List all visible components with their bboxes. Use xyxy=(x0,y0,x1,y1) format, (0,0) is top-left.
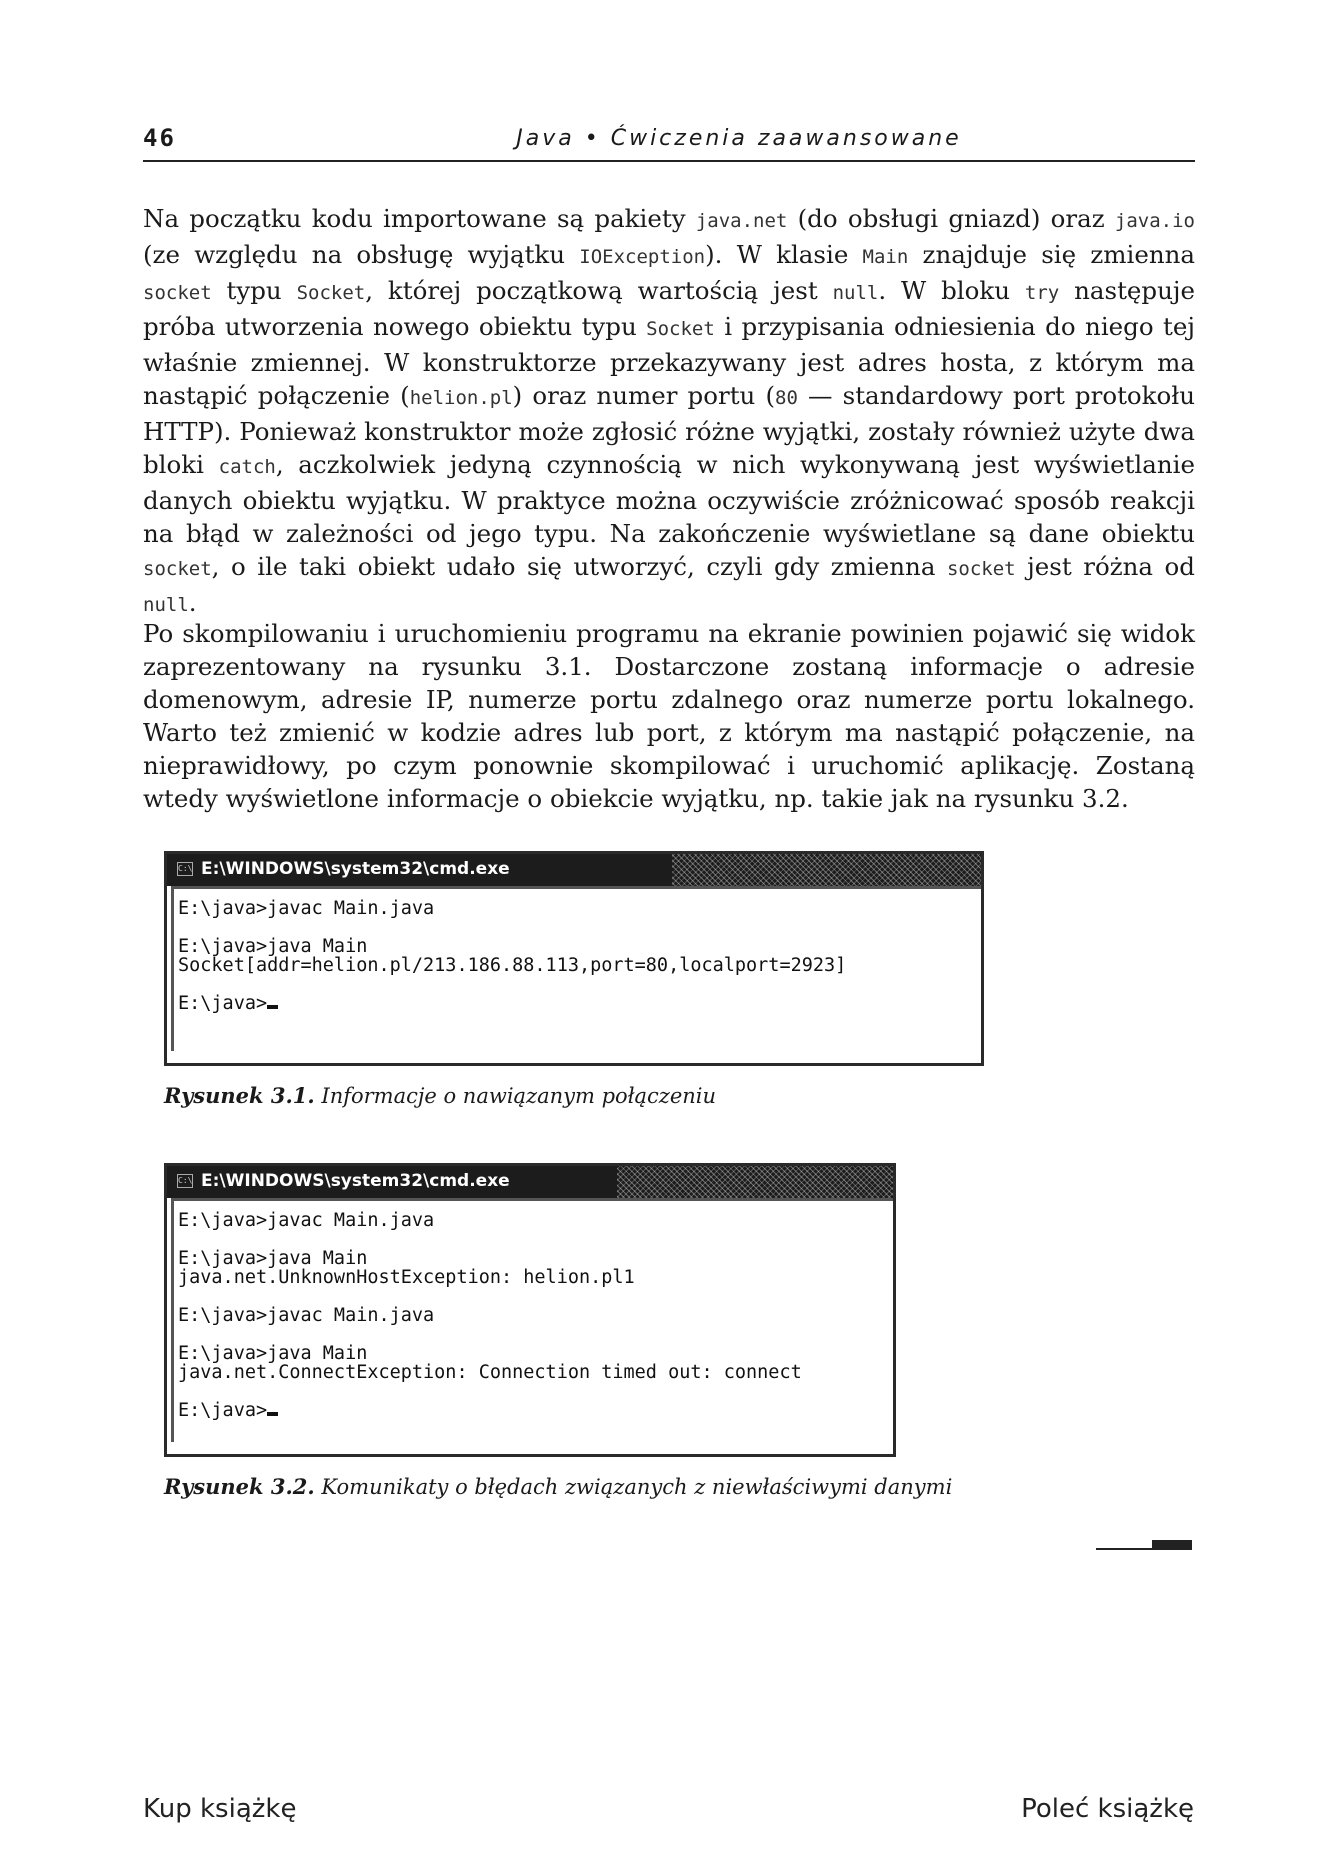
console-titlebar xyxy=(167,1166,893,1198)
console-line: E:\java>java Main xyxy=(178,936,368,957)
recommend-book-link[interactable]: Poleć książkę xyxy=(1021,1794,1194,1824)
console-line: java.net.ConnectException: Connection timed out: connect xyxy=(178,1362,802,1383)
cursor-icon xyxy=(267,1412,278,1416)
console-line: E:\java>javac Main.java xyxy=(178,1210,435,1231)
console-output xyxy=(171,1198,893,1442)
console-title: E:\WINDOWS\system32\cmd.exe xyxy=(201,1171,510,1191)
console-line: java.net.UnknownHostException: helion.pl1 xyxy=(178,1267,635,1288)
console-icon: C:\ xyxy=(177,1174,193,1188)
buy-book-link[interactable]: Kup książkę xyxy=(143,1794,297,1824)
console-output xyxy=(171,886,981,1051)
figure-1-console-window xyxy=(164,851,984,1066)
paragraph-1: Na początku kodu importowane są pakiety java.net (do obsługi gniazd) oraz java.io (ze względu na obsługę wyjątku IOException). W klasie Main znajduje się zmienna socket typu Socket, której początkową wartością jest null. W bloku try następuje próba utworzenia nowego obiektu typu Socket i przypisania odniesienia do niego tej właśnie zmiennej. W konstruktorze przekazywany jest adres hosta, z którym ma nastąpić połączenie (helion.pl) oraz numer portu (80 — standardowy port protokołu HTTP). Ponieważ konstruktor może zgłosić różne wyjątki, zostały również użyte dwa bloki catch, aczkolwiek jedyną czynnością w nich wykonywaną jest wyświetlanie danych obiektu wyjątku. W praktyce można oczywiście zróżnicować sposób reakcji na błąd w zależności od jego typu. Na zakończenie wyświetlane są dane obiektu socket, o ile taki obiekt udało się utworzyć, czyli gdy zmienna socket jest różna od null. xyxy=(143,204,1196,617)
console-title: E:\WINDOWS\system32\cmd.exe xyxy=(201,859,510,879)
running-title: Java • Ćwiczenia zaawansowane xyxy=(516,126,962,151)
paragraph-2: Po skompilowaniu i uruchomieniu programu na ekranie powinien pojawić się widok zaprezentowany na rysunku 3.1. Dostarczone zostaną informacje o adresie domenowym, adresie IP, numerze portu zdalnego oraz numerze portu lokalnego. Warto też zmienić w kodzie adres lub port, z którym ma nastąpić połączenie, na nieprawidłowy, po czym ponownie skompilować i uruchomić aplikację. Zostaną wtedy wyświetlone informacje o obiekcie wyjątku, np. takie jak na rysunku 3.2. xyxy=(143,619,1195,813)
console-prompt: E:\java> xyxy=(178,1401,893,1420)
page-header xyxy=(143,124,1195,162)
console-icon: C:\ xyxy=(177,862,193,876)
console-line: E:\java>java Main xyxy=(178,1248,368,1269)
figure-1-caption: Rysunek 3.1. Informacje o nawiązanym połączeniu xyxy=(164,1083,717,1108)
console-line: E:\java>javac Main.java xyxy=(178,1305,435,1326)
cursor-icon xyxy=(267,1005,278,1009)
console-prompt: E:\java> xyxy=(178,994,981,1013)
console-line: Socket[addr=helion.pl/213.186.88.113,port=80,localport=2923] xyxy=(178,955,847,976)
console-line: E:\java>java Main xyxy=(178,1343,368,1364)
page-number: 46 xyxy=(143,124,176,152)
section-end-mark-icon xyxy=(1096,1540,1192,1550)
console-titlebar xyxy=(167,854,981,886)
figure-2-caption: Rysunek 3.2. Komunikaty o błędach związanych z niewłaściwymi danymi xyxy=(164,1474,953,1499)
console-line: E:\java>javac Main.java xyxy=(178,898,435,919)
figure-2-console-window xyxy=(164,1163,896,1457)
